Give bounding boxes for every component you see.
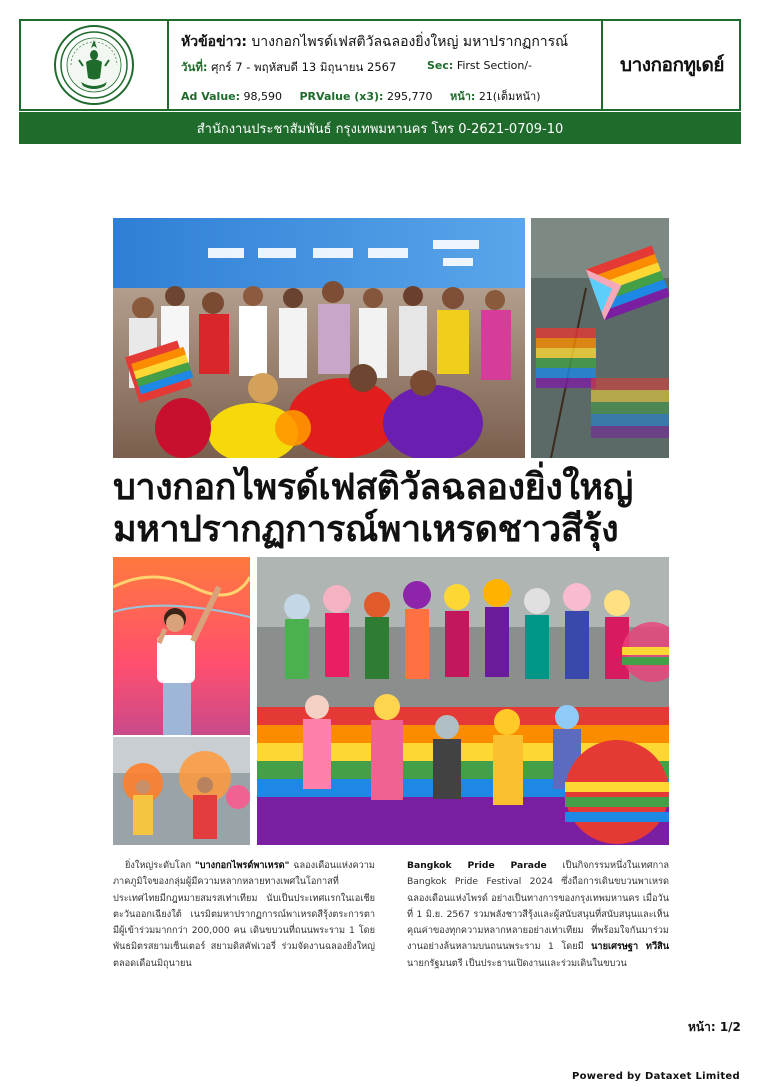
page-label: หน้า: bbox=[449, 90, 476, 103]
ad-value-label: Ad Value: bbox=[181, 90, 241, 103]
pr-value: 295,770 bbox=[386, 90, 433, 103]
article-body-1: ฉลองเดือนแห่งความภาคภูมิใจของกลุ่มผู้มีความหลากหลายทางเพศในโอกาสที่ประเทศไทยมีกฎหมายสมรสเท่าเทียม นับเป็นประเทศแรกในเอเชียตะวันออกเฉียงใต้ เนรมิตมหาปรากฏการณ์พาเหรดสีรุ้งตระการตา มีผู้เข้าร่วมมากกว่า 200,000 คน เดินขบวนที่ถนนพระราม 1 โดยพันธมิตรสยามเซ็นเตอร์ สยามดิสคัฟเวอรี่ ร่วมจัดงานฉลองยิ่งใหญ่ตลอดเดือนมิถุนายน bbox=[113, 860, 375, 969]
publication-cell bbox=[601, 21, 741, 109]
title-label: หัวข้อข่าว: bbox=[181, 34, 247, 50]
performer-photo bbox=[113, 557, 250, 735]
pr-value-label: PRValue (x3): bbox=[299, 90, 384, 103]
article-lead: ยิ่งใหญ่ระดับโลก bbox=[125, 860, 192, 871]
page-number: หน้า: 1/2 bbox=[688, 1020, 741, 1034]
powered-by: Powered by Dataxet Limited bbox=[572, 1071, 740, 1082]
date-row bbox=[181, 59, 396, 77]
title-value: บางกอกไพรด์เฟสติวัลฉลองยิ่งใหญ่ มหาปรากฏการณ์ bbox=[251, 34, 569, 50]
page-value: 21(เต็มหน้า) bbox=[478, 90, 541, 103]
article-body-2a: เป็นกิจกรรมหนึ่งในเทศกาล Bangkok Pride Festival 2024 ซึ่งถือการเดินขบวนพาเหรดฉลองเดือนแห่งไพรด์ อย่างเป็นทางการของกรุงเทพมหานคร เมื่อวันที่ 1 มิ.ย. 2567 รวมพลังชาวสีรุ้งและผู้สนับสนุนที่สนับสนุนและเห็นคุณค่าของทุกความหลากหลายอย่างเท่าเทียม ที่พร้อมใจกันมาร่วมงานอย่างล้นหลามบนถนนพระราม 1 โดยมี bbox=[407, 860, 670, 953]
article-body-2b: นายกรัฐมนตรี เป็นประธานเปิดงานและร่วมเดินในขบวน bbox=[407, 957, 627, 969]
bma-seal-logo bbox=[53, 24, 135, 106]
ad-value: 98,590 bbox=[243, 90, 283, 103]
headline-line-2: มหาปรากฏการณ์พาเหรดชาวสีรุ้ง bbox=[113, 509, 619, 550]
showgirl-photo bbox=[113, 737, 250, 845]
drag-queens-photo bbox=[257, 557, 669, 845]
date-label: วันที่: bbox=[181, 60, 208, 74]
bma-logo-cell bbox=[21, 21, 169, 109]
clipping-info bbox=[169, 21, 599, 109]
value-row bbox=[181, 87, 541, 105]
date-value: ศุกร์ 7 - พฤหัสบดี 13 มิถุนายน 2567 bbox=[211, 60, 397, 74]
event-name-bold: "บางกอกไพรด์พาเหรด" bbox=[194, 860, 290, 871]
flag-closeup-photo bbox=[531, 218, 669, 458]
article-column-1 bbox=[113, 858, 375, 972]
contact-bar: สำนักงานประชาสัมพันธ์ กรุงเทพมหานคร โทร 0-2621-0709-10 bbox=[19, 112, 741, 144]
headline-line-1: บางกอกไพรด์เฟสติวัลฉลองยิ่งใหญ่ bbox=[113, 467, 633, 508]
prime-minister-name: นายเศรษฐา ทวีสิน bbox=[591, 941, 669, 953]
article-column-2 bbox=[407, 858, 669, 972]
group-photo bbox=[113, 218, 525, 458]
section-row bbox=[427, 59, 532, 72]
title-row bbox=[181, 31, 568, 53]
parade-name-bold: Bangkok Pride Parade bbox=[407, 860, 547, 871]
publication-name: บางกอกทูเดย์ bbox=[620, 54, 724, 76]
section-label: Sec: bbox=[427, 59, 454, 72]
news-clipping-header bbox=[19, 19, 741, 111]
section-value: First Section/- bbox=[456, 59, 533, 72]
